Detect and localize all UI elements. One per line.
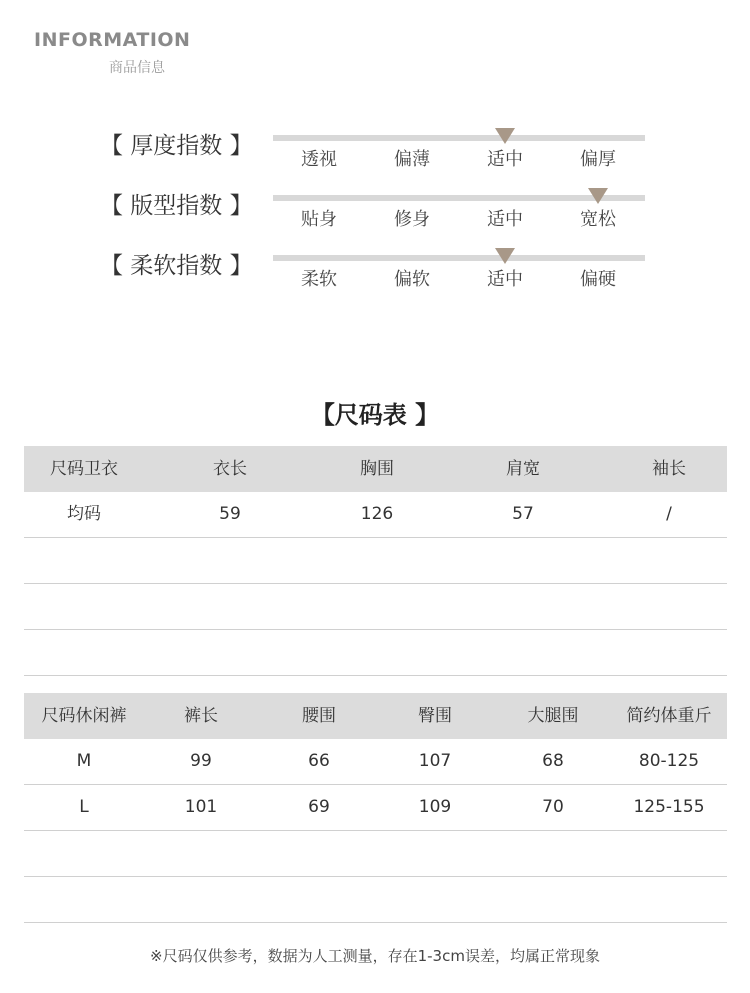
index-marker-icon: [588, 188, 608, 204]
table-cell: 57: [512, 504, 534, 524]
info-title-en: INFORMATION: [34, 29, 191, 51]
table-cell: 68: [542, 751, 564, 771]
table-cell: 均码: [67, 504, 101, 524]
table-cell: 80-125: [638, 751, 700, 771]
index-option: 透视: [301, 149, 337, 170]
table-cell: [24, 877, 144, 922]
table-cell: [609, 831, 729, 876]
table-cell: [24, 630, 144, 675]
table-cell: M: [76, 751, 92, 771]
table-cell: [317, 538, 437, 583]
index-option: 适中: [487, 149, 523, 170]
index-option: 偏硬: [580, 269, 616, 290]
index-option: 偏厚: [580, 149, 616, 170]
table-cell: /: [666, 504, 672, 524]
table-cell: [141, 877, 261, 922]
table-cell: [24, 831, 144, 876]
table-cell: 107: [418, 751, 452, 771]
table-cell: 125-155: [633, 797, 705, 817]
index-option: 适中: [487, 269, 523, 290]
table-row: [24, 492, 727, 538]
table-cell: [375, 831, 495, 876]
table-cell: [141, 831, 261, 876]
index-row: [0, 127, 750, 187]
table-row: [24, 538, 727, 584]
index-label: 【 版型指数 】: [100, 193, 253, 219]
table-cell: [259, 877, 379, 922]
table-cell: 126: [360, 504, 394, 524]
table-row: [24, 785, 727, 831]
index-label: 【 厚度指数 】: [100, 133, 253, 159]
table-row: [24, 584, 727, 630]
table-cell: [609, 584, 729, 629]
footnote: ※尺码仅供参考，数据为人工测量，存在1-3cm误差，均属正常现象: [150, 947, 600, 965]
table-cell: [463, 584, 583, 629]
hoodie-size-table: [24, 446, 727, 676]
table-cell: [24, 538, 144, 583]
table-cell: [259, 831, 379, 876]
table-cell: 70: [542, 797, 564, 817]
table-cell: 66: [308, 751, 330, 771]
table-cell: 69: [308, 797, 330, 817]
index-option: 贴身: [301, 209, 337, 230]
table-header-cell: 肩宽: [506, 459, 540, 479]
table-header-cell: 尺码休闲裤: [41, 706, 127, 726]
index-option: 偏薄: [394, 149, 430, 170]
index-option: 宽松: [580, 209, 616, 230]
table-cell: [317, 584, 437, 629]
table-header: [24, 693, 727, 739]
table-cell: [609, 630, 729, 675]
index-label: 【 柔软指数 】: [100, 253, 253, 279]
table-header-cell: 胸围: [360, 459, 394, 479]
table-cell: [609, 877, 729, 922]
table-cell: [493, 831, 613, 876]
index-row: [0, 187, 750, 247]
index-option: 适中: [487, 209, 523, 230]
table-cell: [609, 538, 729, 583]
table-header-cell: 袖长: [652, 459, 686, 479]
table-cell: [493, 877, 613, 922]
index-option: 柔软: [301, 269, 337, 290]
table-cell: [170, 584, 290, 629]
table-header-cell: 衣长: [213, 459, 247, 479]
pants-size-table: [24, 693, 727, 923]
index-row: [0, 247, 750, 307]
table-cell: [463, 538, 583, 583]
table-header-cell: 裤长: [184, 706, 218, 726]
table-row: [24, 831, 727, 877]
index-scale-bar: [273, 135, 645, 141]
index-marker-icon: [495, 128, 515, 144]
size-table-title: 【尺码表 】: [310, 401, 440, 429]
table-cell: L: [79, 797, 89, 817]
table-row: [24, 877, 727, 923]
index-marker-icon: [495, 248, 515, 264]
table-cell: [24, 584, 144, 629]
table-header-cell: 腰围: [302, 706, 336, 726]
table-cell: [463, 630, 583, 675]
table-cell: [375, 877, 495, 922]
table-header-cell: 简约体重斤: [626, 706, 712, 726]
index-option: 修身: [394, 209, 430, 230]
table-cell: [170, 630, 290, 675]
table-header-cell: 大腿围: [527, 706, 579, 726]
table-row: [24, 739, 727, 785]
table-cell: 109: [418, 797, 452, 817]
table-header: [24, 446, 727, 492]
table-cell: 99: [190, 751, 212, 771]
table-cell: [317, 630, 437, 675]
table-cell: [170, 538, 290, 583]
table-cell: 101: [184, 797, 218, 817]
table-header-cell: 尺码卫衣: [50, 459, 118, 479]
table-header-cell: 臀围: [418, 706, 452, 726]
table-cell: 59: [219, 504, 241, 524]
info-title-cn: 商品信息: [109, 60, 165, 76]
index-scale-bar: [273, 255, 645, 261]
index-option: 偏软: [394, 269, 430, 290]
table-row: [24, 630, 727, 676]
